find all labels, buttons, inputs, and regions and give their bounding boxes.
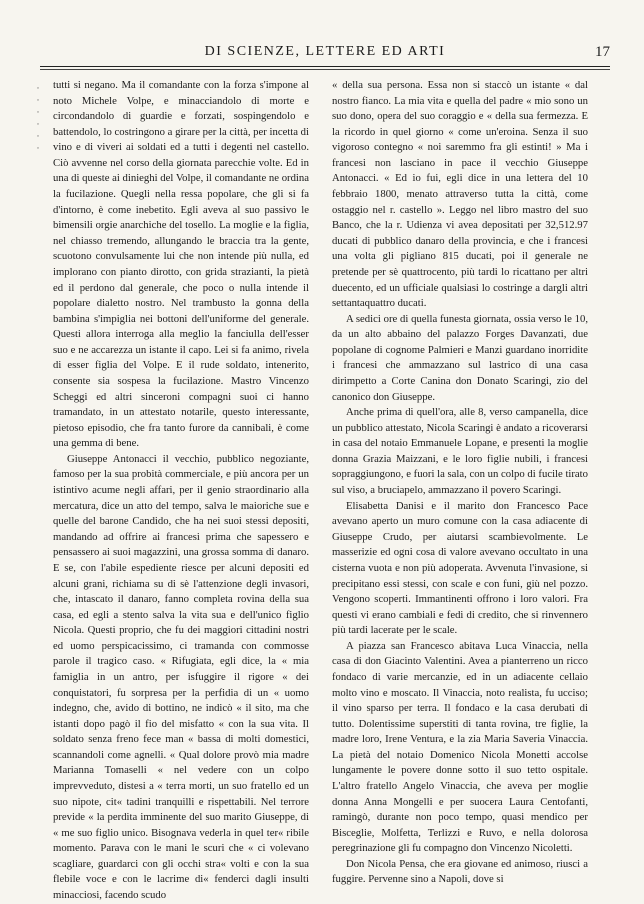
paragraph: Giuseppe Antonacci il vecchio, pubblico negoziante, famoso per la sua probità commerciale, e più ancora per un istintivo acume negli affari, per il genio straordinario alla mercatura, dice un atto del tempo, salva le maioriche sue e quelle del barone Candido, che ha nei suoi stessi depositi, mandando ad offrire ai francesi prima che sapessero e pensassero ai suoi magazzini, una grossa somma di danaro. E se, con l'abile espediente riesce per alcuni depositi ed alcuni grani, richiama su di sè l'attenzione degli invasori, che, intascato il danaro, fanno completa rovina della sua casa, ed egli a stento salva la vita sua e dell'unico figlio Nicola. Questi proprio, che fu dei maggiori cittadini nostri ed uomo perspicacissimo, ci tramanda con commosse parole il tragico caso. « Rifugiata, egli dice, la « mia famiglia in un antro, per isfuggire il rigore « dei conquistatori, fu sorpresa per la perfidia di un « uomo indegno, che, avido di bottino, ne indicò « il sito, ma che istanti dopo pagò il fio del misfatto « con la sua vita. Il soldato senza freno fece man « bassa di molti domestici, scannandoli come agnelli. « Qual dolore provò mia madre Marianna Tomaselli « nel vedere con un colpo imprevveduto, distesi a « terra morti, un suo fratello ed un suo nipote, cit« tadini tranquilli e rispettabili. Nel terrore previde « la perdita imminente del suo marito Giuseppe, di « me suo figlio unico. Bisognava vederla in quel ter« ribile momento. Parava con le mani le scuri che « ci volevano scagliare, guardarci con gli occhi stra« volti e con la sua flebile voce e con le lacrime di« fenderci dagli insulti minacciosi, facendo scudo [53,452,309,902]
header-rule-thin [40,69,610,70]
paragraph: Elisabetta Danisi e il marito don Francesco Pace avevano aperto un muro comune con la casa adiacente di Giuseppe Crudo, per aiutarsi scambievolmente. Le masserizie ed ogni cosa di valore avevano occultato in una cisterna vuota e non più adoperata. Avvenuta l'invasione, si precipitano essi stessi, con scale e con funi, giù nel pozzo. Vengono scoperti. Immantinenti offrono i loro valori. Fra questi vi erano cambiali e fedi di credito, che si rinvennero più tardi lacerate per le scale. [332,499,588,637]
left-text-column [53,78,309,904]
header-rule [40,66,610,67]
running-title: DI SCIENZE, LETTERE ED ARTI [204,44,446,59]
paragraph: tutti si negano. Ma il comandante con la forza s'impone al noto Michele Volpe, e minacciandolo di morte e circondandolo di guardie e forzati, sospingendolo e battendolo, lo costringono a girare per la città, per incetta di vino e di viveri ai soldati ed a tutti i degenti nel castello. Ciò avvenne nel corso della giornata parecchie volte. Ed in una di queste ai dinieghi del Volpe, il comandante ne ordina la fucilazione. Quegli nella ressa popolare, che gli si fa d'intorno, è come inebetito. Egli aveva al suo passivo le bimensili orgie anarchiche del tosello. La moglie e la figlia, nel chiasso tremendo, allungando le braccia tra la gente, scuotono convulsamente lui che non intende più nulla, ed implorano con pianto dirotto, con grida strazianti, la pietà ed il perdono dal generale, che poco o nulla intende il popolare dialetto nostro. Nel trambusto la gonna della bambina s'impiglia nei bottoni dell'uniforme del generale. Questi allora interroga alla meglio la fanciulla dell'esser suo e ne accarezza un istante il capo. Lei si fa animo, rivela di esser figlia del Volpe. E il rude soldato, intenerito, consente sia sospesa la fucilazione. Mastro Vincenzo Scheggi ed altri sinceroni compagni suoi ci hanno tramandato, in un attestato notarile, questo interessante, pietoso episodio, che fra tanto furore da cannibali, è come una gemma di bene. [53,79,309,450]
paragraph: « della sua persona. Essa non si staccò un istante « dal nostro fianco. La mia vita e quella del padre « mio sono un suo dono, opera del suo coraggio e « della sua fermezza. E la ricordo in quel giorno « come un'eroina. Senza il suo vigoroso contegno « noi saremmo fra gli estinti! » Ma i francesi non lasciano in pace il vecchio Giuseppe Antonacci. « Ed io fui, egli dice in una lettera del 10 febbraio 1800, menato attraverso tutta la città, come ostaggio nel r. castello ». Leggo nel libro mastro del suo Banco, che la r. Udienza vi avea depositati per 32,512.97 ducati di pubblico danaro della provincia, e che i francesi una volta gli pigliano 815 ducati, poi il generale ne pretende per sè quattrocento, più tardi lo ricattano per altri duecento, ed un ufficiale qualsiasi lo costringe a dargli altri settantaquattro ducati. [332,79,588,310]
paragraph: A piazza san Francesco abitava Luca Vinaccia, nella casa di don Giacinto Valentini. Avea a pianterreno un ricco fondaco di varie mercanzie, ed in un adiacente cellaio molto vino e moscato. Il Vinaccia, noto realista, fu ucciso; il vino sparso per terra. Il fondaco e la casa derubati di tutto. Dolentissime superstiti di tanta rovina, tre figlie, la madre loro, Irene Ventura, e la zia Maria Saveria Vinaccia. La pietà del notaio Domenico Nicola Monetti accolse lungamente le povere donne sotto il suo tetto ospitale. L'altro fratello Angelo Vinaccia, che aveva per moglie donna Anna Mongelli e per suocera Laura Centofanti, ramingò, durante non poco tempo, quasi mendico per Bisceglie, Molfetta, Terlizzi e Ruvo, e nella dolorosa peregrinazione gli fu compagno don Vincenzo Nicoletti. [332,639,588,855]
paragraph: Don Nicola Pensa, che era giovane ed animoso, riusci a fuggire. Pervenne sino a Napoli, dove si [332,857,588,886]
paragraph: A sedici ore di quella funesta giornata, ossia verso le 10, da un alto abbaino del palazzo Forges Davanzati, due popolane di cognome Palmieri e Manzi guardano inorridite i francesi che ammazzano sul lastrico di una casa dirimpetto a Corte Canina don Donato Scaringi, zio del canonico don Giuseppe. [332,312,588,403]
running-header [40,44,610,64]
paragraph: Anche prima di quell'ora, alle 8, verso campanella, dice un pubblico attestato, Nicola Scaringi è andato a ricoverarsi in casa del notaio Emmanuele Lopane, e presenti la moglie donna Grazia Maizzani, e le loro figlie nubili, i francesi sopraggiungono, e fuori la sala, con un colpo di fucile tirato sul viso, a bruciapelo, ammazzano il povero Scaringi. [332,406,588,497]
right-text-column [332,78,588,888]
page-number: 17 [595,44,610,60]
binding-dots-decoration: · · · · · · [36,83,40,153]
